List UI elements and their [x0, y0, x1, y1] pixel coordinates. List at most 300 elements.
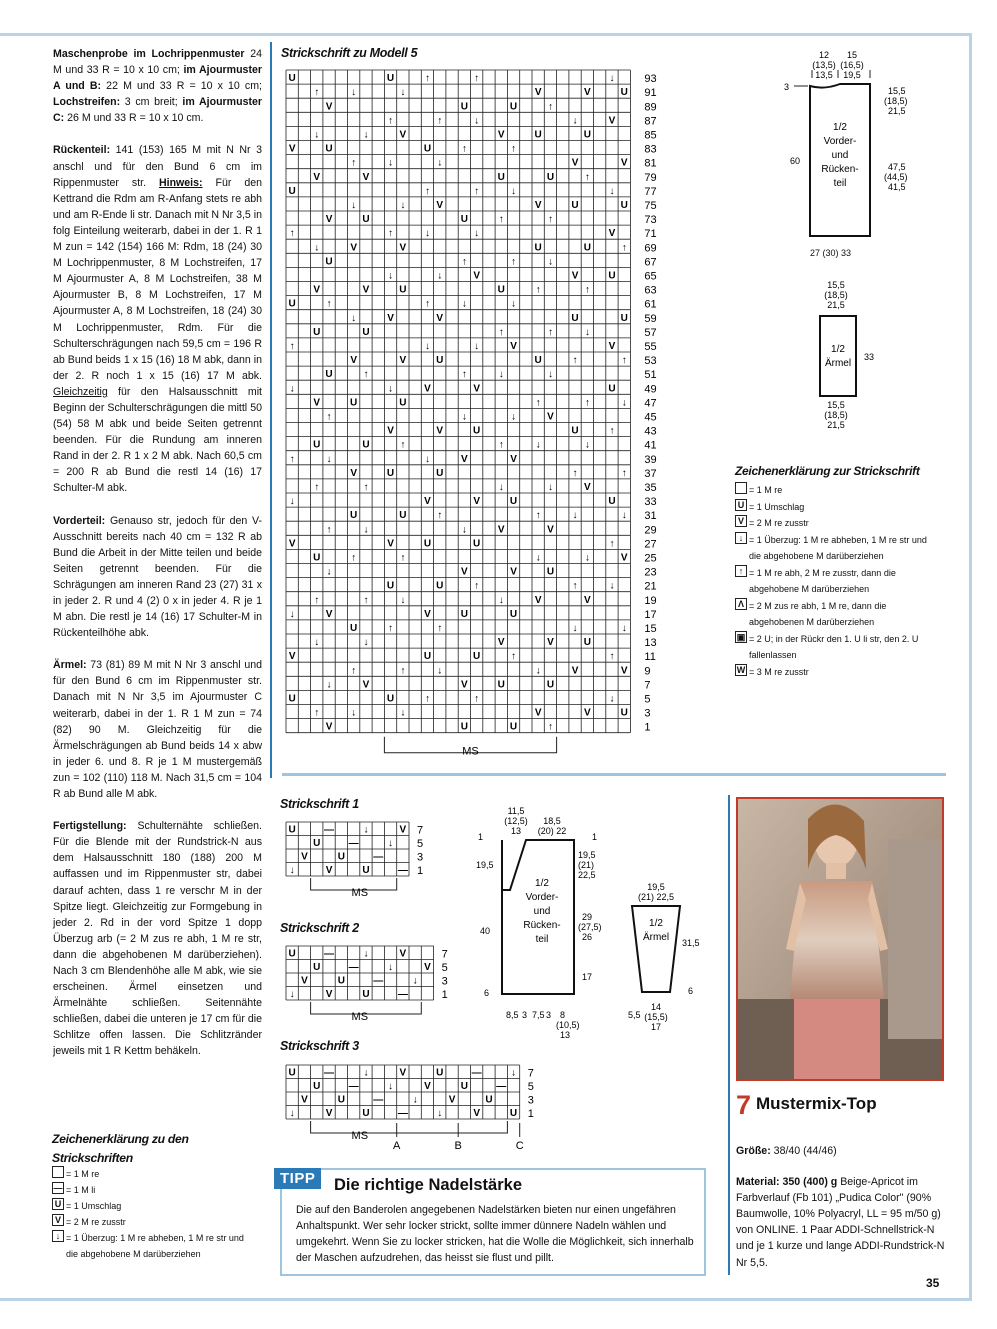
chart5-symbol: ↑: [621, 242, 627, 254]
paragraph-maschenprobe: Maschenprobe im Lochrippenmuster 24 M und 33 R = 10 x 10 cm; im Ajourmuster A und B: 22 M und 33 R = 10 x 10 cm; Lochstreifen: 3 cm breit; im Ajourmuster C: 26 M und 33 R = 10 x 10 cm.: [53, 48, 262, 125]
chart-symbol: U: [288, 1067, 296, 1079]
chart-symbol: ↓: [412, 975, 418, 987]
chart-row-number: 3: [527, 1094, 534, 1107]
chart-symbol: ↓: [289, 989, 295, 1000]
svg-text:11,5: 11,5: [507, 806, 525, 816]
chart5-row-number: 15: [644, 623, 657, 635]
chart-symbol: U: [509, 1108, 518, 1119]
chart5-symbol: V: [584, 87, 591, 99]
chart5-symbol: V: [436, 312, 444, 324]
chart-symbol: ↓: [388, 962, 394, 973]
chart5-symbol: ↑: [511, 651, 517, 663]
svg-text:18,5: 18,5: [543, 816, 561, 826]
legend-item: [735, 631, 935, 664]
chart5-symbol: ↑: [363, 594, 369, 606]
chart-symbol: —: [348, 838, 359, 849]
chart5-symbol: U: [460, 214, 468, 226]
chart5-symbol: ↑: [609, 651, 615, 663]
chart5-symbol: ↓: [535, 439, 541, 451]
chart5-symbol: ↑: [498, 439, 504, 451]
chart5-symbol: ↑: [535, 284, 541, 296]
chart5-symbol: U: [509, 721, 518, 733]
legend-text: = 1 Umschlag: [66, 1201, 122, 1211]
chart5-symbol: U: [509, 608, 518, 620]
chart5-symbol: ↑: [314, 594, 320, 606]
chart5-symbol: V: [497, 129, 505, 141]
chart2-title: Strickschrift 2: [280, 921, 359, 935]
svg-text:3: 3: [546, 1010, 552, 1020]
legend-item: [735, 565, 935, 598]
chart5-title: Strickschrift zu Modell 5: [281, 46, 418, 60]
chart5-symbol: ↑: [461, 256, 467, 268]
chart5-symbol: U: [620, 707, 628, 719]
chart5-symbol: V: [461, 566, 468, 578]
chart-symbol: —: [373, 975, 384, 987]
svg-text:(12,5): (12,5): [504, 816, 528, 826]
chart5-row-number: 17: [644, 608, 657, 621]
chart5-symbol: ↓: [400, 594, 406, 606]
chart-symbol: —: [373, 1094, 384, 1106]
chart5-symbol: V: [584, 594, 591, 606]
chart5-symbol: ↓: [400, 707, 406, 719]
chart-symbol: ↓: [289, 865, 295, 876]
chart5-symbol: ↑: [351, 665, 357, 677]
chart5-symbol: ↓: [363, 524, 369, 536]
legend-item: [735, 482, 935, 499]
legend-symbol: [735, 482, 747, 494]
chart5-row-number: 67: [644, 256, 657, 269]
chart5-symbol: ↑: [388, 115, 394, 127]
chart5-symbol: ↑: [424, 693, 430, 705]
chart5-symbol: U: [313, 552, 321, 564]
chart5-symbol: V: [571, 270, 579, 282]
chart5-symbol: ↓: [461, 524, 467, 536]
chart5-symbol: V: [313, 397, 321, 409]
svg-text:47,5: 47,5: [888, 162, 906, 172]
chart5-row-number: 23: [644, 566, 657, 579]
chart5-symbol: ↑: [363, 369, 369, 381]
svg-text:31,5: 31,5: [682, 938, 700, 948]
chart-symbol: U: [288, 824, 296, 836]
chart5-symbol: ↑: [461, 143, 467, 155]
legend-left: [52, 1166, 257, 1262]
legend-item: [735, 515, 935, 532]
svg-text:teil: teil: [833, 178, 847, 189]
chart-symbol: ↓: [363, 824, 369, 836]
chart5-symbol: ↑: [437, 115, 443, 127]
chart5-symbol: ↓: [314, 637, 320, 649]
chart5-symbol: ↓: [461, 411, 467, 423]
chart-symbol: ↓: [437, 1108, 443, 1119]
svg-text:14: 14: [650, 1002, 662, 1012]
chart-symbol: —: [324, 948, 335, 960]
chart-symbol: —: [373, 851, 384, 863]
legend-symbol: [52, 1166, 64, 1178]
chart5-row-number: 61: [644, 298, 657, 311]
chart5-symbol: V: [571, 665, 579, 677]
chart5-symbol: ↑: [535, 397, 541, 409]
chart5-symbol: V: [620, 665, 628, 677]
chart5-symbol: ↑: [363, 482, 369, 493]
chart5-row-number: 5: [644, 693, 651, 706]
chart5-symbol: ↑: [388, 623, 394, 634]
chart5-symbol: U: [423, 143, 432, 155]
chart5-symbol: ↓: [289, 496, 295, 508]
chart5-symbol: ↑: [424, 298, 430, 310]
chart-row-number: 5: [527, 1081, 534, 1093]
chart-marker-label: A: [393, 1140, 401, 1152]
chart5-symbol: ↓: [535, 665, 541, 677]
legend-symbol: W: [736, 664, 746, 675]
chart5-symbol: V: [387, 312, 394, 324]
chart5-symbol: ↓: [621, 623, 627, 634]
material-line: Material: 350 (400) g Beige-Apricot im Farbverlauf (Fb 101) „Pudica Color" (90% Baumwolle, 10% Polyacryl, LL = 95 m/50 g) von ONLINE. 1 Paar ADDI-Schnellstrick-N und je 1 kurze und lange ADDI-Rundstrick-N Nr 5,5.: [736, 1176, 945, 1269]
svg-text:19,5: 19,5: [578, 850, 596, 860]
chart5-symbol: ↑: [474, 73, 480, 85]
chart-row-number: 3: [441, 975, 448, 988]
chart5-symbol: ↑: [572, 580, 578, 592]
chart5-symbol: V: [362, 171, 370, 183]
chart5-symbol: ↑: [609, 425, 615, 437]
chart5-symbol: U: [325, 143, 333, 155]
chart5-row-number: 53: [644, 355, 657, 368]
chart5-symbol: ↓: [363, 129, 369, 141]
chart5-row-number: 43: [644, 425, 657, 438]
chart5-symbol: ↑: [621, 467, 627, 479]
svg-text:(15,5): (15,5): [644, 1012, 668, 1022]
chart5-symbol: U: [325, 369, 333, 381]
chart5-symbol: ↓: [547, 369, 553, 381]
chart5-symbol: U: [386, 73, 395, 85]
svg-text:3: 3: [522, 1010, 528, 1020]
chart5-symbol: ↑: [584, 397, 590, 409]
svg-text:(18,5): (18,5): [824, 290, 848, 300]
chart5-symbol: V: [288, 538, 296, 550]
paragraph-rueckenteil: Rückenteil: 141 (153) 165 M mit N Nr 3 anschl und für den Bund 6 cm im Rippenmuster str. Hinweis: Für den Kettrand die Rdm am R-Anfang stets re abh und am R-Ende li str. Danach mit N Nr 3,5 in folg Einteilung weiterarb, dabei in der 1. R 1 M zun = 142 (154) 166 M: Rdm, 18 (24) 30 M Lochrippenmuster, 8 M Lochstreifen, 17 M Ajourmuster A, 8 M Lochstreifen, 38 M Ajourmuster B, 8 M Lochstreifen, 17 M Ajourmuster A, 8 M Lochstreifen, 18 (24) 30 M Lochrippenmuster, Rdm. Für die Schulterschrägungen nach 59,5 cm = 196 R ab Bund beids 1 x 15 (16) 18 M abk, dann in der 2. R noch 1 x 15 (16) 17 M abk. Gleichzeitig für den Halsausschnitt mit Beginn der Schulterschrägungen die mittl 50 (54) 58 M abk und beide Seiten getrennt beenden. Für die Rundung am inneren Rand in der 2. R 1 x 2 M abk. Nach 60,5 cm = 200 R ab Bund die restl 14 (16) 17 Schulter-M abk.: [53, 144, 263, 495]
chart-symbol: V: [301, 851, 308, 863]
legend-text: = 1 M re: [66, 1169, 100, 1179]
chart5-symbol: ↑: [289, 228, 295, 240]
chart5-symbol: U: [386, 467, 395, 479]
chart5-symbol: V: [350, 355, 357, 367]
chart5-symbol: U: [436, 467, 444, 479]
chart5-symbol: U: [436, 355, 444, 367]
chart5-symbol: ↓: [498, 369, 504, 381]
chart5-symbol: ↓: [474, 341, 480, 352]
svg-text:8,5: 8,5: [506, 1010, 519, 1020]
legend-symbol: ↓: [52, 1230, 64, 1242]
chart-symbol: V: [399, 1067, 407, 1079]
chart-row-number: 7: [527, 1067, 534, 1080]
chart5-symbol: V: [608, 228, 616, 240]
chart5-row-number: 21: [644, 580, 657, 593]
chart5-symbol: ↓: [326, 566, 332, 578]
chart5-symbol: U: [362, 326, 370, 338]
chart5-symbol: ↑: [572, 467, 578, 479]
chart5-symbol: U: [546, 171, 555, 183]
legend-text: = 2 M re zusstr: [66, 1217, 126, 1227]
svg-text:22,5: 22,5: [578, 870, 596, 880]
chart5-symbol: ↑: [351, 552, 357, 564]
chart5-symbol: U: [350, 510, 358, 522]
chart5-symbol: ↓: [314, 129, 320, 141]
chart5-symbol: ↓: [621, 510, 627, 522]
chart-symbol: U: [313, 838, 321, 849]
svg-text:12: 12: [818, 50, 830, 60]
chart-symbol: V: [399, 824, 407, 836]
schematic-body-mid: [470, 800, 620, 1040]
chart5-row-number: 25: [644, 552, 657, 565]
chart5-symbol: U: [571, 312, 579, 324]
chart5-symbol: ↑: [621, 355, 627, 367]
chart5-row-number: 51: [644, 369, 657, 382]
svg-text:und: und: [533, 906, 551, 917]
svg-text:17: 17: [582, 972, 593, 982]
chart5-row-number: 81: [644, 157, 657, 170]
chart5-row-number: 47: [644, 397, 657, 410]
legend-item: [52, 1198, 257, 1214]
tipp-text: Die auf den Banderolen angegebenen Nadelstärken bieten nur einen ungefähren Anhaltspunkt. Wer sehr locker strickt, sollte immer dünnere Nadeln wählen und umgekehrt. Wenn Sie zu locker stricken, hat die Wolle die Möglichkeit, sich innerhalb der Maschen aufzudrehen, das heisst sie flust und pillt.: [296, 1204, 694, 1264]
chart5-symbol: U: [497, 284, 505, 296]
chart-row-number: 1: [417, 865, 424, 877]
chart5-symbol: ↑: [584, 284, 590, 296]
chart5-symbol: ↓: [400, 200, 406, 211]
legend-title-left: Zeichenerklärung zu den Strickschriften: [52, 1132, 189, 1165]
chart5-symbol: ↑: [547, 326, 553, 338]
svg-text:7,5: 7,5: [532, 1010, 545, 1020]
svg-text:13: 13: [560, 1030, 571, 1040]
chart5-symbol: ↓: [609, 580, 615, 592]
chart-symbol: —: [348, 1081, 359, 1092]
chart5-symbol: V: [399, 129, 407, 141]
chart5-row-number: 49: [644, 383, 657, 396]
instructions-column: [53, 46, 262, 1076]
chart5-ms-label: MS: [462, 745, 479, 758]
section-divider: [282, 773, 946, 776]
chart5-symbol: V: [473, 270, 480, 282]
chart5-symbol: V: [510, 341, 517, 352]
chart-symbol: V: [424, 962, 431, 973]
chart5-symbol: U: [571, 200, 579, 211]
chart5-symbol: ↑: [547, 214, 553, 226]
chart5-symbol: V: [608, 115, 616, 127]
legend-text: = 2 M zus re abh, 1 M re, dann die abgehobenen M darüberziehen: [749, 600, 887, 627]
chart5-symbol: ↑: [314, 87, 320, 99]
legend-text: = 1 M re: [749, 485, 783, 495]
chart-symbol: V: [473, 1108, 480, 1119]
legend-symbol: U: [52, 1198, 64, 1210]
page-number: 35: [926, 1276, 940, 1290]
chart5-symbol: V: [547, 637, 554, 649]
chart5-symbol: V: [387, 538, 394, 550]
chart5-symbol: ↑: [326, 524, 332, 536]
chart5-symbol: ↓: [535, 552, 541, 564]
chart5-symbol: U: [608, 496, 616, 508]
chart5-symbol: V: [584, 707, 591, 719]
chart5-symbol: ↑: [609, 538, 615, 550]
chart-marker-label: C: [515, 1140, 524, 1152]
svg-text:(13,5): (13,5): [812, 60, 836, 70]
chart-symbol: V: [325, 989, 333, 1000]
chart5-symbol: ↓: [474, 115, 480, 127]
chart5-symbol: V: [473, 383, 480, 395]
chart5-symbol: U: [497, 679, 505, 691]
chart-symbol: —: [471, 1067, 482, 1079]
chart5-symbol: ↓: [437, 157, 443, 169]
chart5-symbol: ↑: [547, 721, 553, 733]
chart5-symbol: U: [362, 214, 370, 226]
legend-right: [735, 482, 935, 680]
chart5-symbol: ↑: [424, 185, 430, 197]
chart5-symbol: V: [387, 425, 394, 437]
chart5-row-number: 11: [644, 651, 656, 664]
chart5-symbol: U: [620, 87, 628, 99]
chart-symbol: U: [362, 989, 370, 1000]
chart5-symbol: ↑: [511, 256, 517, 268]
svg-text:5,5: 5,5: [628, 1010, 641, 1020]
chart5-grid: [282, 62, 682, 762]
chart5-symbol: ↑: [474, 693, 480, 705]
chart5-symbol: ↓: [351, 312, 357, 324]
chart5-row-number: 75: [644, 200, 657, 212]
chart5-symbol: V: [620, 552, 628, 564]
svg-text:33: 33: [864, 352, 875, 362]
chart-ms-label: MS: [351, 1011, 369, 1023]
chart5-symbol: V: [436, 200, 444, 211]
chart5-symbol: V: [547, 411, 554, 423]
chart5-row-number: 45: [644, 411, 657, 424]
legend-item: [52, 1230, 257, 1262]
chart5-symbol: V: [584, 482, 591, 493]
svg-text:13,5: 13,5: [815, 70, 833, 80]
chart5-symbol: V: [399, 242, 407, 254]
chart5-symbol: U: [423, 651, 432, 663]
svg-text:15: 15: [846, 50, 858, 60]
chart5-symbol: ↓: [584, 552, 590, 564]
svg-text:3: 3: [784, 82, 790, 92]
chart5-symbol: ↓: [351, 707, 357, 719]
chart5-symbol: ↓: [621, 397, 627, 409]
chart5-symbol: U: [460, 721, 468, 733]
chart-row-number: 3: [417, 851, 424, 864]
chart5-row-number: 87: [644, 115, 657, 128]
svg-text:Ärmel: Ärmel: [642, 932, 670, 943]
chart5-symbol: ↓: [314, 242, 320, 254]
chart5-cells: [286, 70, 630, 733]
chart5-symbol: U: [497, 171, 505, 183]
chart5-symbol: V: [288, 651, 296, 663]
chart5-symbol: V: [497, 524, 505, 536]
chart5-symbol: U: [583, 129, 591, 141]
chart5-symbol: V: [547, 524, 554, 536]
chart-symbol: V: [301, 975, 308, 987]
legend-text: = 1 M li: [66, 1185, 96, 1195]
chart-symbol: V: [325, 1108, 333, 1119]
chart-symbol: U: [337, 975, 345, 987]
chart5-symbol: ↓: [511, 185, 517, 197]
model-number: 7: [736, 1090, 752, 1120]
chart-symbol: —: [397, 1108, 408, 1119]
page-frame-right: [969, 33, 972, 1301]
chart-symbol: U: [313, 1081, 321, 1092]
schematic-bottom-width: 27 (30) 33: [810, 248, 852, 258]
chart5-row-number: 73: [644, 214, 657, 227]
chart5-row-number: 69: [644, 242, 657, 255]
paragraph-fertigstellung: Fertigstellung: Schulternähte schließen. Für die Blende mit der Rundstrick-N aus dem Halsausschnitt 180 (188) 200 M auffassen und im Rippenmuster str, dabei darauf achten, dass 1 re verschr M in der Spitze liegt. Gleichzeitig zur Formgebung in jeder 2. Rd in der vord Spitze 1 dopp Überzug arb (= 2 M zus re abh, 1 M re str, dann die abgehobenen M darüberziehen). Nach 3 cm Blendenhöhe alle M abk, wie sie erscheinen. Ärmel einsetzen und Ärmelnähte schließen. Seitennähte schließen, dabei die unteren je 17 cm für die Schlitze offen lassen. Die Schlitzränder jeweils mit 1 R Kettm behäkeln.: [53, 820, 262, 1058]
legend-item: [52, 1182, 257, 1198]
chart5-symbol: V: [313, 171, 321, 183]
chart-row-number: 7: [417, 824, 424, 837]
chart5-row-number: 85: [644, 129, 657, 142]
chart5-row-number: 19: [644, 594, 657, 607]
chart5-symbol: U: [288, 693, 296, 705]
schematic-body-top: [780, 48, 940, 238]
svg-text:13: 13: [510, 826, 522, 836]
chart5-row-number: 59: [644, 312, 657, 325]
legend-text: = 1 Umschlag: [749, 501, 805, 512]
svg-text:15,5: 15,5: [888, 86, 906, 96]
chart5-symbol: U: [534, 355, 542, 367]
chart5-symbol: V: [325, 721, 333, 733]
chart5-symbol: ↑: [289, 341, 295, 352]
chart5-symbol: ↓: [609, 73, 615, 85]
svg-text:6: 6: [484, 988, 490, 998]
chart5-symbol: U: [288, 298, 296, 310]
chart5-symbol: V: [497, 637, 505, 649]
svg-text:15,5: 15,5: [827, 400, 845, 410]
chart5-symbol: ↓: [461, 298, 467, 310]
chart5-symbol: U: [534, 129, 542, 141]
chart-symbol: U: [460, 1081, 468, 1092]
svg-text:26: 26: [582, 932, 593, 942]
chart-row-number: 1: [527, 1108, 534, 1120]
legend-text: = 3 M re zusstr: [749, 666, 809, 677]
legend-symbol: ↓: [735, 532, 747, 544]
chart5-symbol: U: [546, 566, 555, 578]
chart5-symbol: V: [510, 453, 517, 465]
chart-symbol: U: [337, 1094, 345, 1106]
chart5-symbol: ↓: [437, 270, 443, 282]
page-frame-top: [0, 33, 972, 36]
svg-text:21,5: 21,5: [888, 106, 906, 116]
chart5-symbol: ↑: [314, 707, 320, 719]
chart5-symbol: U: [325, 256, 333, 268]
chart5-row-number: 33: [644, 496, 657, 509]
chart5-symbol: U: [546, 679, 555, 691]
chart-symbol: V: [325, 865, 333, 876]
chart5-symbol: V: [325, 608, 333, 620]
chart5-symbol: ↓: [609, 185, 615, 197]
paragraph-vorderteil: Vorderteil: Genauso str, jedoch für den V-Ausschnitt bereits nach 40 cm = 132 R ab Bund die Arbeit in der Mitte teilen und beide Seiten getrennt beenden. Für die Schrägungen am inneren Rand 23 (27) 31 x in jeder 2. R und 4 (2) 0 x in jeder 4. R je 1 M abn. Die restl je 14 (16) 17 Schulter-M in Rückenteilhöhe abk.: [53, 514, 262, 640]
chart5-symbol: U: [473, 651, 481, 663]
chart5-symbol: ↑: [498, 326, 504, 338]
svg-text:(21) 22,5: (21) 22,5: [637, 892, 675, 902]
chart5-symbol: ↑: [474, 185, 480, 197]
chart-symbol: V: [424, 1081, 431, 1092]
legend-symbol: V: [735, 515, 747, 527]
chart1-grid: [285, 818, 445, 908]
tipp-box: [280, 1168, 706, 1276]
svg-text:15,5: 15,5: [827, 280, 845, 290]
chart5-symbol: U: [423, 538, 432, 550]
chart5-symbol: ↑: [547, 101, 553, 113]
chart5-symbol: V: [350, 467, 357, 479]
chart-row-number: 1: [441, 989, 448, 1001]
legend-text: = 1 M re abh, 2 M re zusstr, dann die abgehobene M darüberziehen: [749, 567, 896, 594]
chart5-symbol: ↓: [388, 383, 394, 395]
chart5-row-number: 93: [644, 73, 657, 86]
chart-symbol: U: [436, 1067, 444, 1079]
